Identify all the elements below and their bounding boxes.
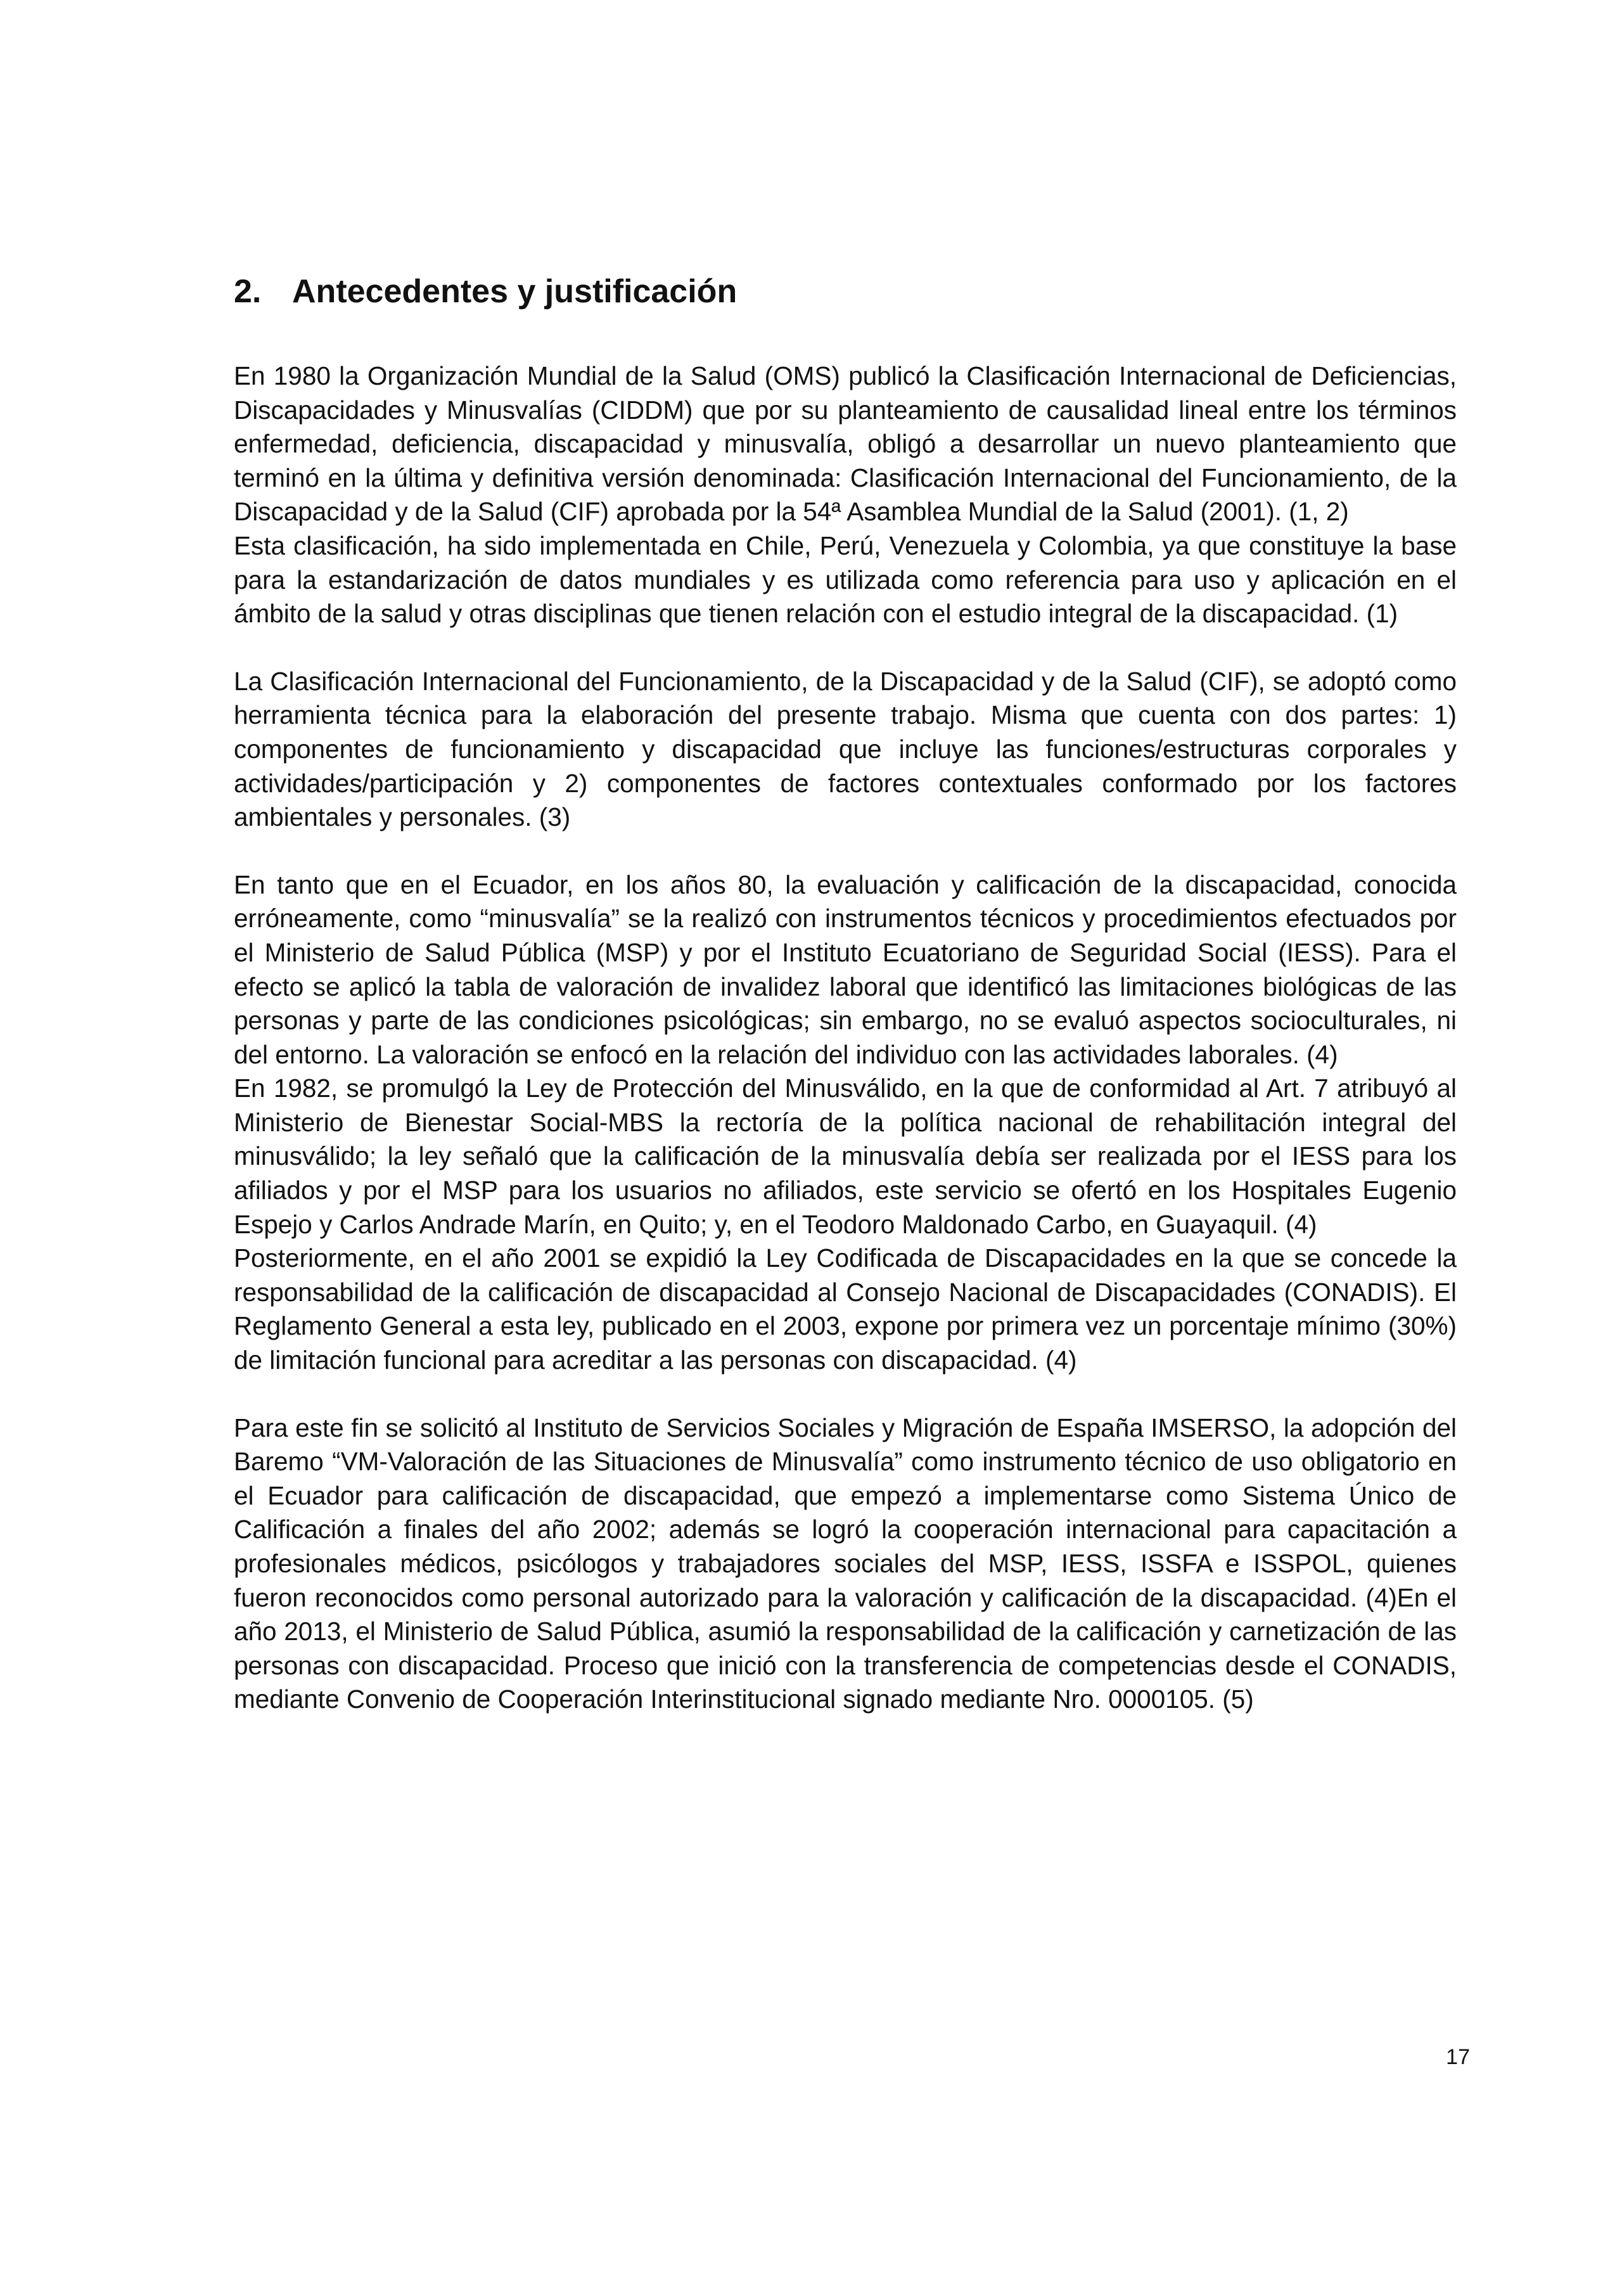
paragraph-5: En 1982, se promulgó la Ley de Protección del Minusválido, en la que de conformidad al Art. 7 atribuyó al Ministerio de Bienestar Social-MBS la rectoría de la política nacional de rehabilitación integral del minusválido; la ley señaló que la calificación de la minusvalía debía ser realizada por el IESS para los afiliados y por el MSP para los usuarios no afiliados, este servicio se ofertó en los Hospitales Eugenio Espejo y Carlos Andrade Marín, en Quito; y, en el Teodoro Maldonado Carbo, en Guayaquil. (4) [234,1074,1457,1239]
paragraph-7: Para este fin se solicitó al Instituto de Servicios Sociales y Migración de España IMSERSO, la adopción del Baremo “VM-Valoración de las Situaciones de Minusvalía” como instrumento técnico de uso obligatorio en el Ecuador para calificación de discapacidad, que empezó a implementarse como Sistema Único de Calificación a finales del año 2002; además se logró la cooperación internacional para capacitación a profesionales médicos, psicólogos y trabajadores sociales del MSP, IESS, ISSFA e ISSPOL, quienes fueron reconocidos como personal autorizado para la valoración y calificación de la discapacidad. (4)En el año 2013, el Ministerio de Salud Pública, asumió la responsabilidad de la calificación y carnetización de las personas con discapacidad. Proceso que inició con la transferencia de competencias desde el CONADIS, mediante Convenio de Cooperación Interinstitucional signado mediante Nro. 0000105. (5) [234,1413,1457,1714]
page-number: 17 [1446,2045,1470,2069]
paragraph-6: Posteriormente, en el año 2001 se expidió la Ley Codificada de Discapacidades en la que se concede la responsabilidad de la calificación de discapacidad al Consejo Nacional de Discapacidades (CONADIS). El Reglamento General a esta ley, publicado en el 2003, expone por primera vez un porcentaje mínimo (30%) de limitación funcional para acreditar a las personas con discapacidad. (4) [234,1243,1457,1375]
paragraph-3: La Clasificación Internacional del Funcionamiento, de la Discapacidad y de la Salud (CIF), se adoptó como herramienta técnica para la elaboración del presente trabajo. Misma que cuenta con dos partes: 1) componentes de funcionamiento y discapacidad que incluye las funciones/estructuras corporales y actividades/participación y 2) componentes de factores contextuales conformado por los factores ambientales y personales. (3) [234,666,1457,832]
page-content [234,269,1457,1717]
paragraph-spacer [234,631,1457,665]
paragraph-2: Esta clasificación, ha sido implementada en Chile, Perú, Venezuela y Colombia, ya que constituye la base para la estandarización de datos mundiales y es utilizada como referencia para uso y aplicación en el ámbito de la salud y otras disciplinas que tienen relación con el estudio integral de la discapacidad. (1) [234,530,1457,629]
paragraph-spacer [234,835,1457,868]
section-heading [234,269,1457,314]
paragraph-4: En tanto que en el Ecuador, en los años 80, la evaluación y calificación de la discapacidad, conocida erróneamente, como “minusvalía” se la realizó con instrumentos técnicos y procedimientos efectuados por el Ministerio de Salud Pública (MSP) y por el Instituto Ecuatoriano de Seguridad Social (IESS). Para el efecto se aplicó la tabla de valoración de invalidez laboral que identificó las limitaciones biológicas de las personas y parte de las condiciones psicológicas; sin embargo, no se evaluó aspectos socioculturales, ni del entorno. La valoración se enfocó en la relación del individuo con las actividades laborales. (4) [234,869,1457,1069]
section-title: Antecedentes y justificación [292,273,738,310]
paragraph-spacer [234,1378,1457,1411]
paragraph-1: En 1980 la Organización Mundial de la Salud (OMS) publicó la Clasificación Internacional de Deficiencias, Discapacidades y Minusvalías (CIDDM) que por su planteamiento de causalidad lineal entre los términos enfermedad, deficiencia, discapacidad y minusvalía, obligó a desarrollar un nuevo planteamiento que terminó en la última y definitiva versión denominada: Clasificación Internacional del Funcionamiento, de la Discapacidad y de la Salud (CIF) aprobada por la 54ª Asamblea Mundial de la Salud (2001). (1, 2) [234,361,1457,527]
section-number: 2. [234,273,262,310]
